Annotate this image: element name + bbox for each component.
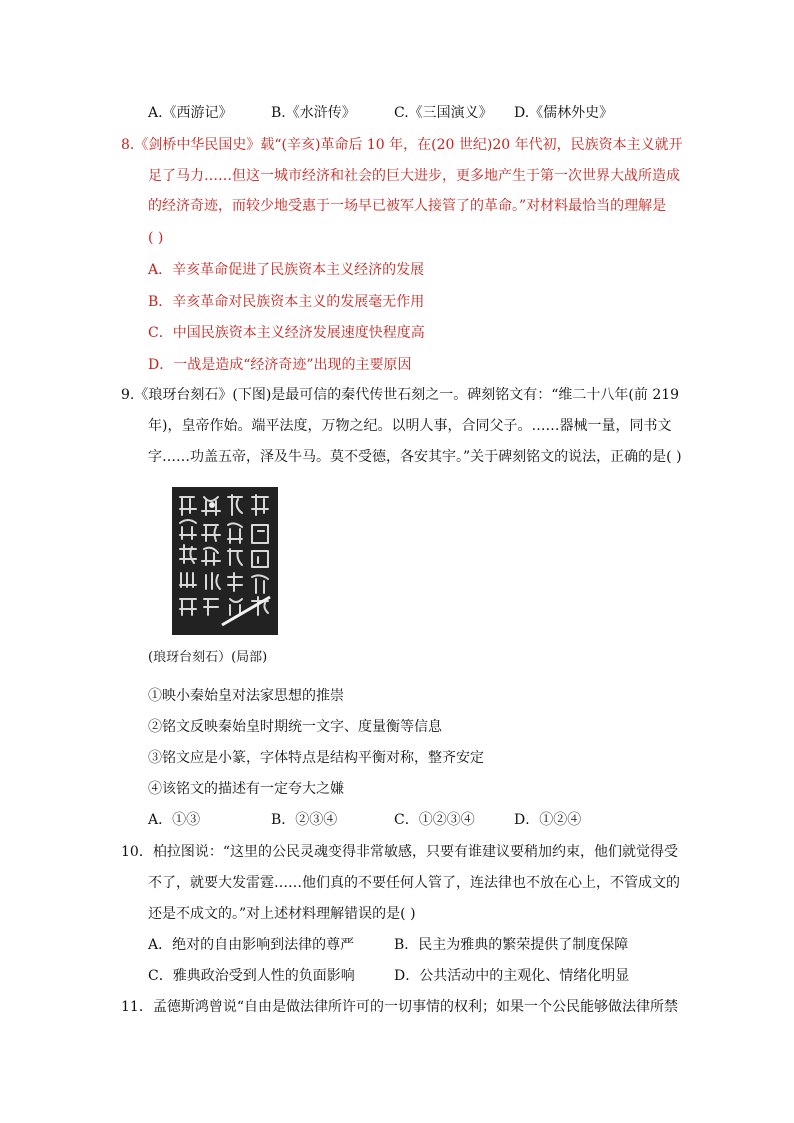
q10-option-b: B．民主为雅典的繁荣提供了制度保障 [394, 937, 629, 953]
q10-stem-line-2: 不了，就要大发雷霆……他们真的不要任何人管了，连法律也不放在心上，不管成文的 [148, 875, 680, 891]
q8-option-a: A．辛亥革命促进了民族资本主义经济的发展 [148, 262, 425, 278]
image-caption: (琅玡台刻石）(局部) [148, 650, 268, 665]
q10-option-c: C．雅典政治受到人性的负面影响 [148, 968, 355, 984]
q10-option-d: D．公共活动中的主观化、情绪化明显 [394, 968, 630, 984]
stone-inscription-image [172, 487, 278, 635]
q7-option-b: B.《水浒传》 [271, 105, 356, 121]
q8-option-c: C．中国民族资本主义经济发展速度快程度高 [148, 325, 425, 341]
q7-option-a: A.《西游记》 [148, 105, 233, 121]
q7-option-c: C.《三国演义》 [394, 105, 493, 121]
q10-option-a: A．绝对的自由影响到法律的尊严 [148, 937, 355, 953]
q9-stem-line-1: 9.《琅玡台刻石》(下图)是最可信的秦代传世石刻之一。碑刻铭文有：“维二十八年(前 219 [121, 387, 680, 403]
q9-stem-line-2: 年)，皇帝作始。端平法度，万物之纪。以明人事，合同父子。……器械一量，同书文 [148, 418, 672, 434]
q9-statement-4: ④该铭文的描述有一定夸大之嫌 [148, 781, 344, 797]
q9-option-d: D．①②④ [514, 812, 582, 828]
q10-stem-line-1: 10．柏拉图说：“这里的公民灵魂变得非常敏感，只要有谁建议要稍加约束，他们就觉得受 [121, 844, 678, 860]
q8-stem-line-1: 8.《剑桥中华民国史》载“(辛亥)革命后 10 年，在(20 世纪)20 年代初，民族资本主义就开 [121, 137, 683, 153]
q9-statement-2: ②铭文反映秦始皇时期统一文字、度量衡等信息 [148, 719, 442, 735]
q8-answer-blank: ( ) [148, 230, 164, 246]
q9-option-a: A．①③ [148, 812, 201, 828]
q9-option-b: B．②③④ [271, 812, 338, 828]
q9-statement-1: ①映小秦始皇对法家思想的推崇 [148, 688, 344, 704]
q10-stem-line-3: 还是不成文的。”对上述材料理解错误的是( ) [148, 906, 416, 922]
q9-statement-3: ③铭文应是小篆，字体特点是结构平衡对称，整齐安定 [148, 750, 484, 766]
q9-option-c: C．①②③④ [394, 812, 475, 828]
q9-stem-line-3: 字……功盖五帝，泽及牛马。莫不受德，各安其宇。”关于碑刻铭文的说法，正确的是( ) [148, 449, 682, 465]
q8-option-d: D．一战是造成“经济奇迹”出现的主要原因 [148, 357, 412, 373]
q8-stem-line-3: 的经济奇迹，而较少地受惠于一场早已被军人接管了的革命。”对材料最恰当的理解是 [148, 198, 667, 214]
q8-option-b: B．辛亥革命对民族资本主义的发展毫无作用 [148, 294, 425, 310]
q7-option-d: D.《儒林外史》 [514, 105, 614, 121]
q8-stem-line-2: 足了马力……但这一城市经济和社会的巨大进步，更多地产生于第一次世界大战所造成 [148, 168, 680, 184]
q11-stem-line-1: 11．孟德斯鸿曾说“自由是做法律所许可的一切事情的权利；如果一个公民能够做法律所禁 [121, 999, 678, 1015]
